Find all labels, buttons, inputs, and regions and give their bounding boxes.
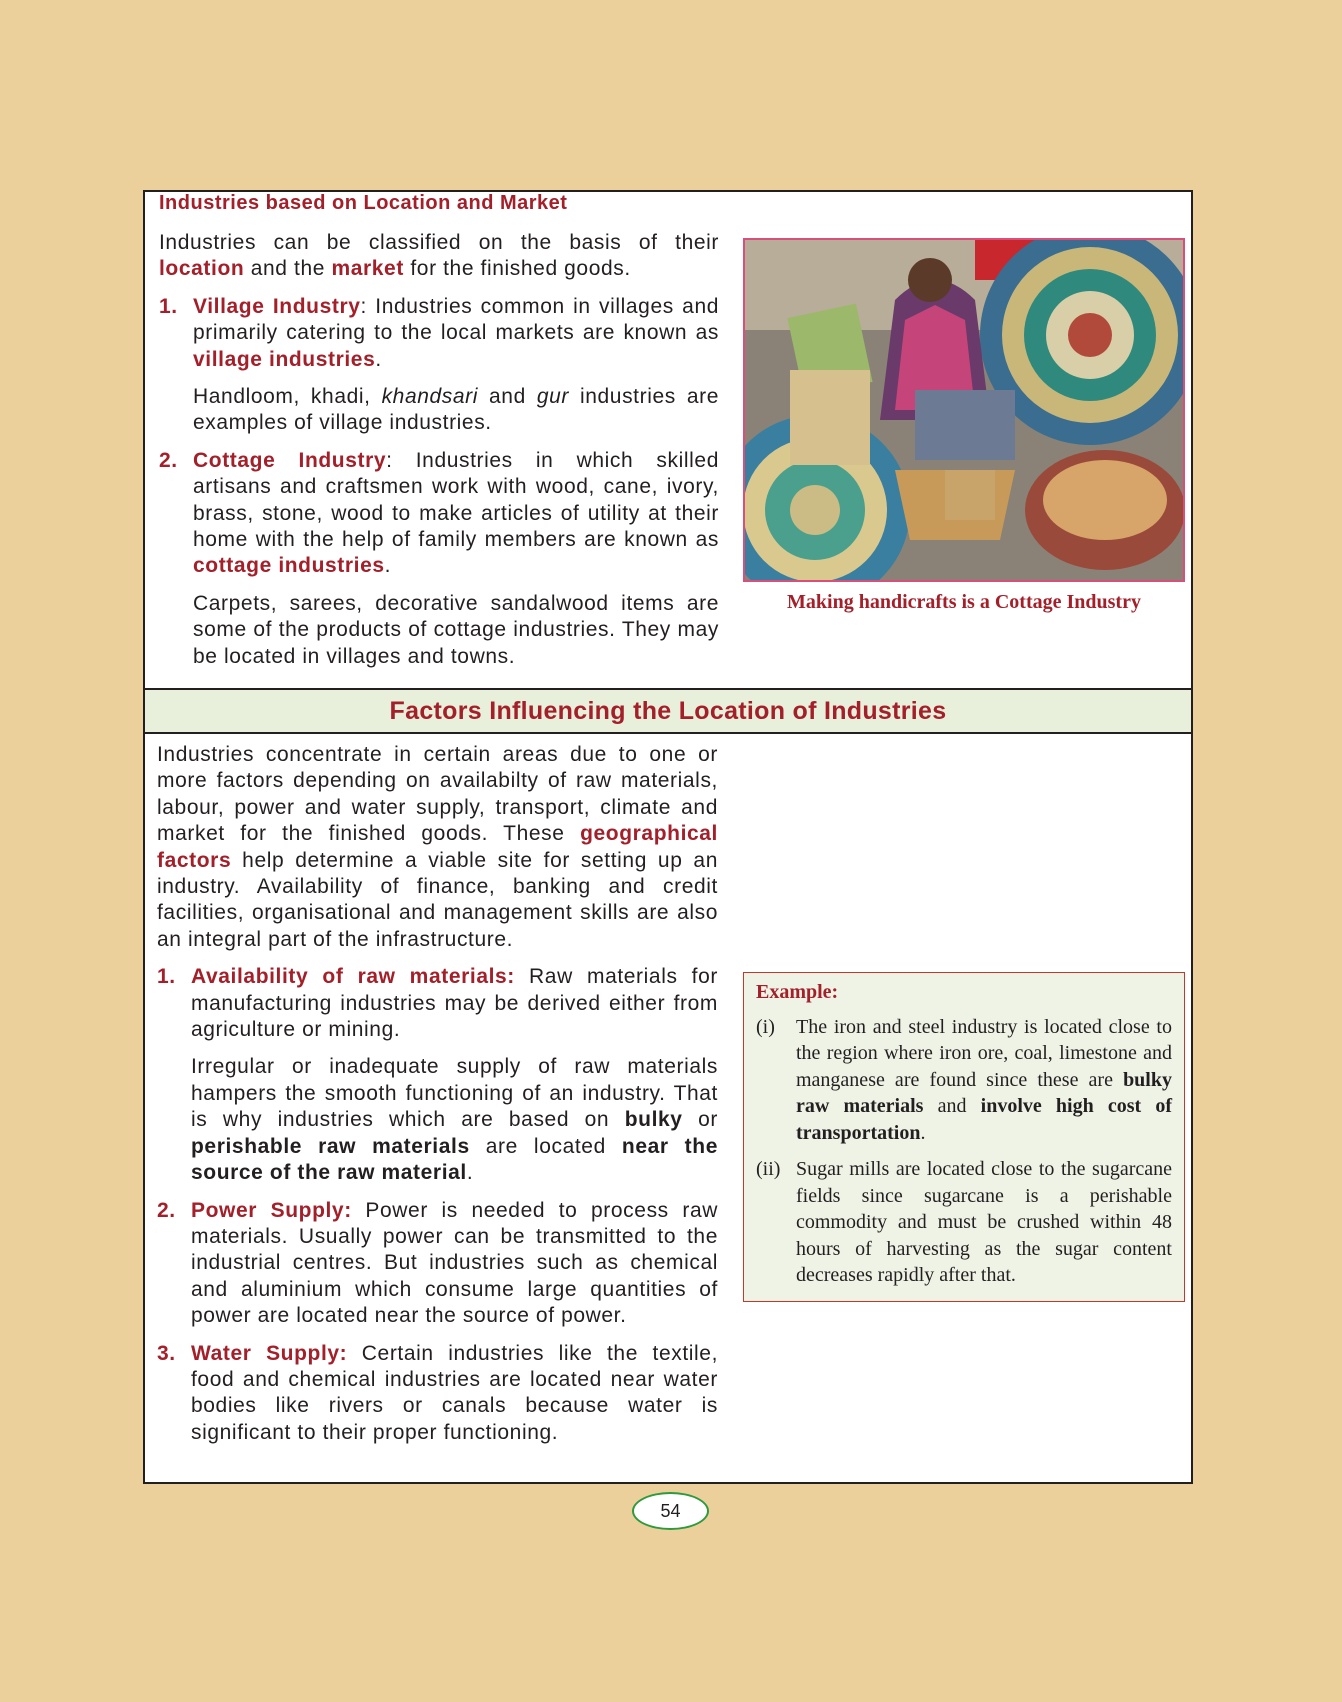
term-label: Water Supply:: [191, 1341, 348, 1365]
example-title: Example:: [756, 981, 839, 1003]
example-paragraph: Handloom, khadi, khandsari and gur industries are examples of village industries.: [193, 385, 719, 435]
handicraft-photo: [743, 238, 1185, 582]
list-item-village-industry: 1. Village Industry: Industries common in villages and primarily catering to the local markets are known as village industries. Handloom, khadi, khandsari and gur industries are examples of village industries.: [159, 294, 719, 437]
term-label: Availability of raw materials:: [191, 965, 515, 989]
section1-text-column: [159, 230, 719, 681]
intro-paragraph: Industries can be classified on the basis of their location and the market for the finished goods.: [159, 231, 719, 281]
list-item-cottage-industry: 2. Cottage Industry: Industries in which skilled artisans and craftsmen work with wood, cane, ivory, brass, stone, wood to make articles of utility at their home with the help of family members are known as cottage industries. Carpets, sarees, decorative sandalwood items are some of the products of cottage industries. They may be located in villages and towns.: [159, 448, 719, 670]
list-item-raw-materials: 1. Availability of raw materials: Raw materials for manufacturing industries may be derived either from agriculture or mining. Irregular or inadequate supply of raw materials hampers the smooth functioning of an industry. That is why industries which are based on bulky or perishable raw materials are located near the source of the raw material.: [157, 964, 718, 1186]
example-paragraph: Carpets, sarees, decorative sandalwood items are some of the products of cottage industries. They may be located in villages and towns.: [193, 591, 719, 668]
section2-text-column: [157, 742, 718, 1457]
term-label: Cottage Industry: [193, 448, 387, 472]
section-heading: Industries based on Location and Market: [159, 192, 568, 214]
detail-paragraph: Irregular or inadequate supply of raw materials hampers the smooth functioning of an industry. That is why industries which are based on bulky or perishable raw materials are located near the source of the raw material.: [191, 1055, 718, 1185]
section-title: Factors Influencing the Location of Industries: [389, 696, 947, 725]
photo-caption: Making handicrafts is a Cottage Industry: [787, 591, 1141, 613]
section-title-band: [145, 688, 1191, 734]
example-box: [743, 972, 1185, 1302]
page-number: 54: [632, 1492, 709, 1530]
content-frame: [143, 190, 1193, 1484]
example-item: (ii) Sugar mills are located close to the sugarcane fields since sugarcane is a perishable commodity and must be crushed within 48 hours of harvesting as the sugar content decreases rapidly after that.: [756, 1158, 1172, 1286]
list-item-power-supply: 2. Power Supply: Power is needed to process raw materials. Usually power can be transmitted to the industrial centres. But industries such as chemical and aluminium which consume large quantities of power are located near the source of power.: [157, 1198, 718, 1328]
term-label: Power Supply:: [191, 1198, 352, 1222]
example-item: (i) The iron and steel industry is located close to the region where iron ore, coal, limestone and manganese are found since these are bulky raw materials and involve high cost of transportation.: [756, 1015, 1172, 1144]
term-label: Village Industry: [193, 294, 361, 318]
intro-paragraph: Industries concentrate in certain areas due to one or more factors depending on availabilty of raw materials, labour, power and water supply, transport, climate and market for the finished goods. These geographical factors help determine a viable site for setting up an industry. Availability of finance, banking and credit facilities, organisational and management skills are also an integral part of the infrastructure.: [157, 743, 718, 951]
list-item-water-supply: 3. Water Supply: Certain industries like the textile, food and chemical industries are located near water bodies like rivers or canals because water is significant to their proper functioning.: [157, 1341, 718, 1444]
